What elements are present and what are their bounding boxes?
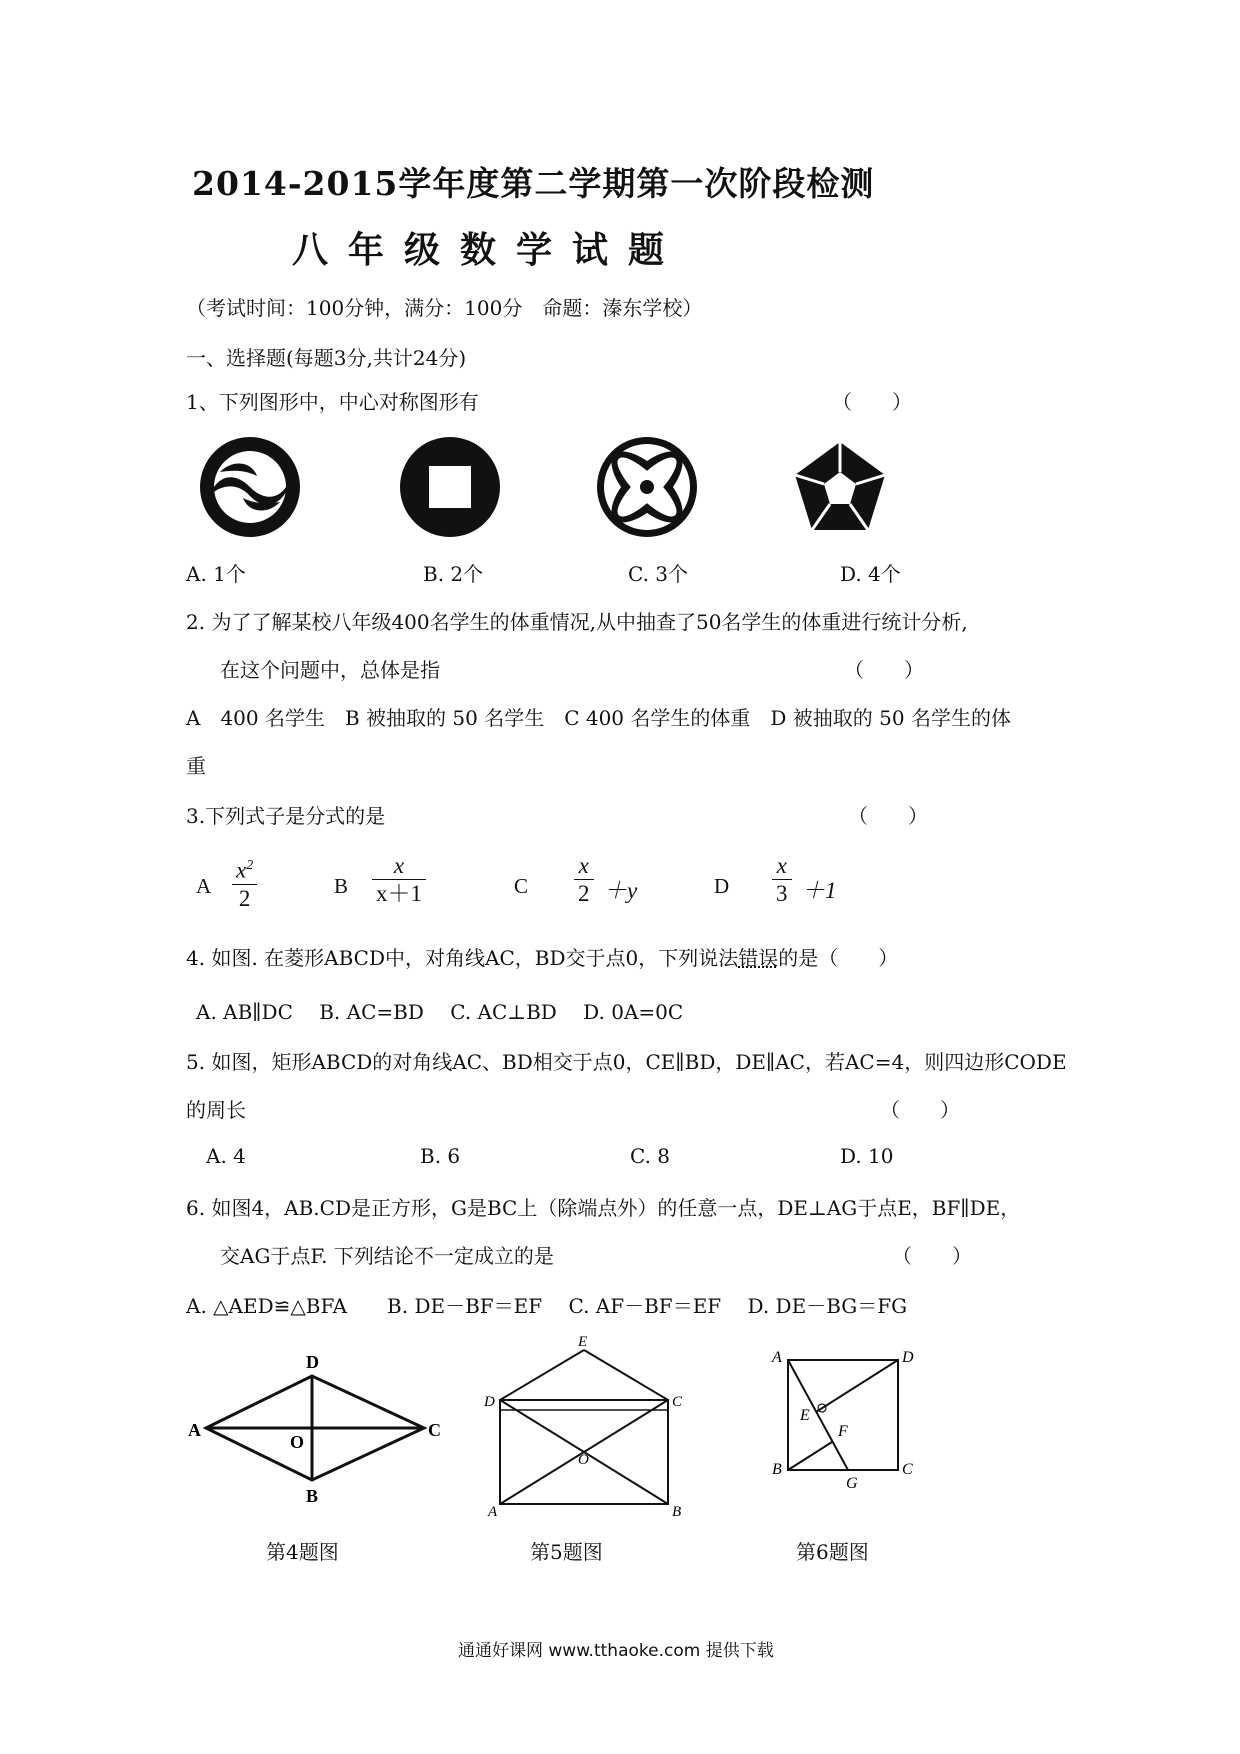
fig4-label-a: A — [188, 1420, 201, 1440]
pentagon-star-icon — [790, 438, 890, 538]
q2-stem-line2: 在这个问题中，总体是指 — [220, 658, 440, 682]
figure-5-rectangle — [480, 1336, 690, 1516]
fig6-caption: 第6题图 — [796, 1540, 869, 1564]
q3-answer-paren: （ ） — [848, 804, 928, 828]
four-petal-circle-icon — [592, 432, 702, 542]
fig6-label-b: B — [772, 1461, 782, 1478]
fig4-label-c: C — [428, 1420, 441, 1440]
q5-answer-paren: （ ） — [880, 1098, 960, 1122]
q3-option-c-letter: C — [514, 874, 529, 898]
taiji-like-icon — [195, 432, 305, 542]
q3-option-b-letter: B — [334, 874, 349, 898]
fig6-label-a: A — [772, 1349, 782, 1366]
fig6-label-e: E — [800, 1407, 810, 1424]
q3-option-c-rest: ＋y — [604, 878, 638, 903]
q5-stem-line2: 的周长 — [186, 1098, 246, 1122]
q6-stem: 6. 如图4，AB.CD是正方形，G是BC上（除端点外）的任意一点，DE⊥AG于点E，BF∥DE， — [186, 1196, 1021, 1220]
q6-stem-line2: 交AG于点F. 下列结论不一定成立的是 — [220, 1244, 554, 1268]
q5-option-c: C. 8 — [630, 1144, 671, 1168]
section-heading: 一、选择题(每题3分,共计24分) — [186, 346, 467, 370]
fig4-label-d: D — [306, 1352, 319, 1372]
q2-stem: 2. 为了了解某校八年级400名学生的体重情况,从中抽查了50名学生的体重进行统计分析, — [186, 610, 968, 634]
q6-options: A. △AED≌△BFA B. DE－BF＝EF C. AF－BF＝EF D. DE－BG＝FG — [186, 1294, 908, 1318]
fig4-caption: 第4题图 — [266, 1540, 339, 1564]
fig5-caption: 第5题图 — [530, 1540, 603, 1564]
exam-info: （考试时间：100分钟，满分：100分 命题：溱东学校） — [186, 296, 703, 320]
q4-options: A. AB∥DC B. AC=BD C. AC⊥BD D. 0A=0C — [196, 1000, 684, 1024]
fig6-label-d: D — [902, 1349, 914, 1366]
fig5-label-a: A — [488, 1504, 498, 1516]
fig5-label-e: E — [578, 1336, 588, 1350]
q4-emphasis: 错误 — [738, 946, 779, 970]
q1-option-b: B. 2个 — [423, 562, 484, 586]
q3-option-d-letter: D — [714, 874, 730, 898]
q1-answer-paren: （ ） — [832, 390, 912, 414]
q5-option-b: B. 6 — [420, 1144, 461, 1168]
fig6-label-c: C — [902, 1461, 913, 1478]
q3-option-d-fraction: $\frac{x}{3}$ — [772, 852, 792, 907]
q3-option-d-rest: ＋1 — [802, 878, 837, 903]
exam-title: 2014-2015学年度第二学期第一次阶段检测 — [192, 164, 875, 203]
fig6-label-f: F — [838, 1423, 848, 1440]
q5-stem: 5. 如图，矩形ABCD的对角线AC、BD相交于点0，CE∥BD，DE∥AC，若AC=4，则四边形CODE — [186, 1050, 1067, 1074]
q3-option-b-fraction: $\frac{x}{x+1}$ — [372, 852, 426, 907]
exam-subtitle: 八年级数学试题 — [292, 229, 685, 271]
q1-option-d: D. 4个 — [840, 562, 901, 586]
q5-option-d: D. 10 — [840, 1144, 894, 1168]
coin-square-hole-icon — [395, 432, 505, 542]
q2-options: A 400 名学生 B 被抽取的 50 名学生 C 400 名学生的体重 D 被抽取的 50 名学生的体 — [186, 706, 1011, 730]
q1-stem: 1、下列图形中，中心对称图形有 — [186, 390, 479, 414]
q3-option-a-fraction: $\frac{x^2}{2}$ — [232, 852, 257, 912]
fig5-label-d: D — [484, 1394, 495, 1410]
q1-option-c: C. 3个 — [628, 562, 689, 586]
figure-4-rhombus — [180, 1348, 450, 1508]
q6-answer-paren: （ ） — [892, 1244, 972, 1268]
fig4-label-o: O — [290, 1432, 305, 1452]
fig5-label-o: O — [578, 1452, 589, 1468]
q3-stem: 3.下列式子是分式的是 — [186, 804, 386, 828]
footer-text: 通通好课网 www.tthaoke.com 提供下载 — [458, 1641, 774, 1661]
figure-6-square — [764, 1336, 934, 1506]
q2-options-wrap: 重 — [186, 754, 206, 778]
fig6-label-g: G — [846, 1475, 858, 1492]
q2-answer-paren: （ ） — [844, 658, 924, 682]
q4-stem: 4. 如图. 在菱形ABCD中，对角线AC，BD交于点0，下列说法错误的是（ ） — [186, 946, 899, 970]
fig5-label-c: C — [672, 1394, 683, 1410]
q1-option-a: A. 1个 — [186, 562, 246, 586]
q3-option-c-fraction: $\frac{x}{2}$ — [574, 852, 594, 907]
q3-option-a-letter: A — [196, 874, 212, 898]
fig5-label-b: B — [672, 1504, 682, 1516]
fig4-label-b: B — [306, 1486, 319, 1506]
q5-option-a: A. 4 — [206, 1144, 246, 1168]
